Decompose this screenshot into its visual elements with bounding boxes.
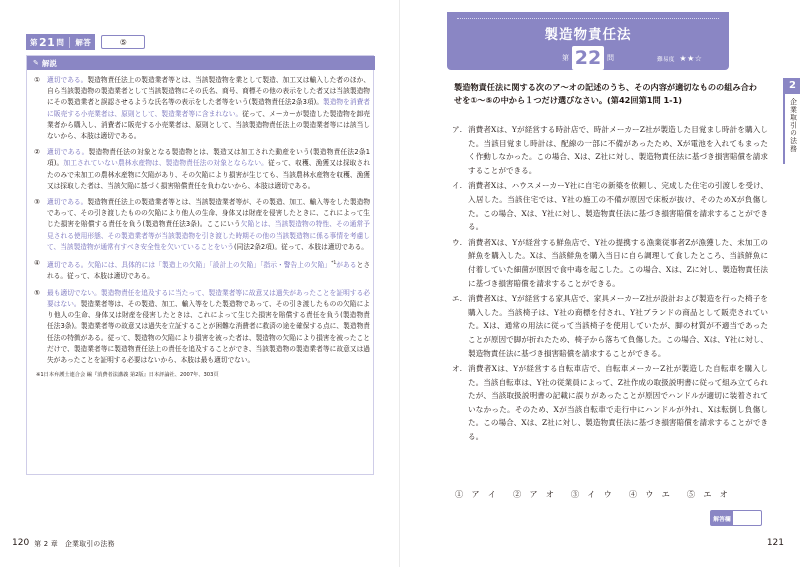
explanation-text: *1 — [331, 261, 337, 267]
option-mark: オ. — [452, 364, 463, 374]
page-title: 製造物責任法 — [544, 27, 632, 43]
option-mark: ウ. — [452, 237, 463, 247]
difficulty-label: 難易度 — [657, 57, 675, 63]
explanation-label: 解説 — [41, 58, 57, 68]
question-prefix: 第 — [30, 37, 38, 47]
explanation-header — [27, 56, 375, 70]
highlighted-text: 欠陥には、具体的には「製造上の欠陥」「設計上の欠陥」「指示・警告上の欠陥」 — [87, 261, 332, 270]
options-list — [452, 123, 768, 446]
explanation-item — [34, 197, 370, 253]
explanation-item-number: ④ — [34, 259, 40, 268]
explanation-item-number: ③ — [34, 198, 40, 207]
left-folio — [12, 538, 115, 548]
option-mark: ア. — [452, 125, 463, 134]
explanation-item-number: ⑤ — [34, 288, 40, 297]
question-header — [26, 34, 145, 50]
option-mark: イ. — [452, 181, 463, 191]
pencil-icon: ✎ — [33, 59, 39, 67]
left-page-number: 120 — [12, 538, 30, 548]
side-tab-number: 2 — [785, 78, 800, 94]
answer-label: 解答 — [69, 37, 91, 48]
explanation-text: 製造物責任法上の製造業者等とは、当該製造業者等が、その製造、加工、輸入等をした製造物であって、その引き渡したものの欠陥により他人の生命、身体又は財産を侵害したときに、これによって生じた損害を賠償する責任を負う(製造物責任法3条)。ここにいう — [47, 198, 371, 229]
difficulty-stars: ★★☆ — [679, 54, 703, 63]
explanation-text: 製造物責任法上の製造業者等とは、当該製造物を業として製造、加工又は輸入した者のほか、自ら当該製造物の製造業者として当該製造物にその氏名、商号、商標その他の表示をした者又は当該製造物にその製造業者と誤認させるような氏名等の表示をした者等をいう(製造物責任法2条3項)。 — [47, 76, 371, 107]
question-suffix: 問 — [56, 37, 65, 47]
option-item — [452, 179, 768, 233]
badge-prefix: 第 — [562, 54, 569, 62]
option-item — [452, 292, 768, 360]
badge-suffix: 問 — [607, 54, 614, 62]
option-text: 消費者Xは、ハウスメーカーY社に自宅の新築を依頼し、完成した住宅の引渡しを受け、入居した。当該住宅では、Y社の施工の不備が原因で床板が抜け、そのためXが負傷した。この場合、Xは、Y社に対し、製造物責任法に基づき損害賠償を請求することができる。 — [468, 181, 768, 232]
question-tab — [26, 34, 95, 50]
answer-box[interactable] — [710, 510, 762, 526]
badge-number: 22 — [572, 46, 604, 70]
option-item — [452, 362, 768, 444]
explanation-item-number: ① — [34, 76, 40, 84]
answer-choice: ② ア オ — [512, 489, 554, 499]
explanation-text: とされる。従って、本肢は適切である。 — [47, 261, 371, 281]
explanation-text: 製造業者等は、その製造、加工、輸入等をした製造物であって、その引き渡したものの欠陥により他人の生命、身体又は財産を侵害したときは、これによって生じた損害を賠償する責任を負う(製造物責任法3条)。製造業者等の故意又は過失を立証することが困難な消費者に救済の途を確保する点に、製造物責任法の特徴がある。従って、製造物の欠陥により損害を被った者は、製造物の欠陥により損害を被ったことだけで、製造業者等に製造物責任法上の責任を追及することができ、当該製造物の製造業者等に故意又は過失があったことを証明する必要はないから、本肢は最も適切でない。 — [47, 299, 370, 364]
answer-choice: ③ イ ウ — [570, 489, 612, 499]
explanation-text: 製造物責任法の対象となる製造物とは、製造又は加工された動産をいう(製造物責任法2条1項)。 — [47, 148, 371, 168]
answer-choice: ④ ウ エ — [628, 489, 670, 499]
question-badge — [551, 46, 625, 70]
explanation-body — [34, 75, 370, 379]
option-mark: エ. — [452, 294, 463, 304]
chapter-side-tab — [783, 78, 800, 164]
title-divider — [457, 18, 719, 19]
footnote: ※1日本弁護士連合会 編『消費者法講義 第2版』日本評論社、2007年、303頁 — [36, 372, 219, 379]
chapter-label: 第 2 章 企業取引の法務 — [34, 540, 115, 548]
explanation-box — [26, 55, 374, 475]
highlighted-text: がある — [336, 261, 357, 270]
explanation-item — [34, 288, 370, 366]
question-number: 21 — [39, 35, 56, 49]
answer-choice: ⑤ エ オ — [686, 489, 728, 499]
explanation-text: 従って、メーカーが製造した製造物を卸売業者から購入し、消費者に販売する小売業者は、原則として、当該製造物責任法上の製造業者等には該当しないから、本肢は適切である。 — [47, 109, 370, 141]
highlighted-text: 適切である。 — [47, 198, 88, 207]
choices-row — [455, 489, 745, 500]
explanation-item — [34, 147, 370, 192]
option-item — [452, 123, 768, 177]
explanation-text: (同法2条2項)。従って、本肢は適切である。 — [233, 242, 368, 251]
answer-choice: ① ア イ — [455, 489, 496, 499]
highlighted-text: 適切である。 — [47, 261, 88, 270]
explanation-item — [34, 258, 370, 283]
option-text: 消費者Xは、Yが経営する鮮魚店で、Y社の提携する漁業従事者Zが漁獲した、未加工の鮮魚を購入した。Xは、当該鮮魚を購入当日に自ら調理して食したところ、当該鮮魚に付着していた細菌が原因で食中毒を起こした。この場合、Xは、Zに対し、製造物責任法に基づき損害賠償を請求することができる。 — [468, 237, 768, 288]
explanation-text: 従って、収穫、漁獲又は採取されたのみで未加工の農林水産物に欠陥があり、その欠陥により損害が生じても、当該農林水産物を収穫、漁獲又は採取した者は、当該欠陥に基づく損害賠償責任を負わないから、本肢は適切である。 — [47, 159, 371, 190]
title-band — [447, 12, 729, 70]
difficulty — [657, 54, 702, 63]
option-text: 消費者Xは、Yが経営する時計店で、時計メーカーZ社が製造した目覚まし時計を購入した。当該目覚まし時計は、配線の一部に不備があったため、Xが電池を入れてもまったく作動しなかった。この場合、Xは、Z社に対し、製造物責任法に基づき損害賠償を請求することができる。 — [468, 125, 768, 175]
option-text: 消費者Xは、Yが経営する家具店で、家具メーカーZ社が設計および製造を行った椅子を購入した。当該椅子は、Y社の商標を付され、Y社ブランドの商品として販売されていた。Xは、通常の用法に従って当該椅子を使用していたが、脚の材質が不適当であったことが原因で脚が折れたため、椅子から落ちて負傷した。この場合、Xは、Y社に対し、製造物責任法に基づき損害賠償を請求することができる。 — [468, 294, 768, 358]
explanation-item-number: ② — [34, 148, 40, 157]
side-tab-text: 企業取引の法務 — [788, 98, 797, 153]
highlighted-text: 最も適切でない。製造物責任を追及するに当たって、製造業者等に故意又は過失があったことを証明する必要はない。 — [47, 288, 370, 308]
right-page-number: 121 — [766, 538, 784, 548]
option-item — [452, 236, 768, 290]
highlighted-text: 加工されていない農林水産物は、製造物責任法の対象とならない。 — [63, 159, 268, 168]
highlighted-text: 適切である。 — [47, 148, 89, 157]
question-text: 製造物責任法に関する次のア〜オの記述のうち、その内容が適切なものの組み合わせを①〜⑤の中から１つだけ選びなさい。(第42回第1問 1-1) — [454, 82, 757, 106]
highlighted-text: 欠陥とは、当該製造物の特性、その通常予見される使用形態、その製造業者等が当該製造物を引き渡した時期その他の当該製造物に係る事情を考慮して、当該製造物が通常有すべき安全性を欠いていることをいう — [47, 220, 370, 251]
highlighted-text: 製造物を消費者に販売する小売業者は、原則として、製造業者等に含まれない。 — [47, 98, 370, 118]
highlighted-text: 適切である。 — [47, 76, 88, 84]
option-text: 消費者Xは、Yが経営する自転車店で、自転車メーカーZ社が製造した自転車を購入した。当該自転車は、Y社の従業員によって、Z社作成の取扱説明書に従って組み立てられたが、当該取扱説明書の記載に誤りがあったことが原因でハンドルが適切に装着されていなかった。そのため、Xが当該自転車で走行中にハンドルが外れ、Xは転倒し負傷した。この場合、Xは、Z社に対し、製造物責任法に基づき損害賠償を請求することができる。 — [468, 364, 768, 442]
explanation-item — [34, 75, 370, 142]
right-page — [400, 0, 800, 567]
answer-box-label: 解答欄 — [711, 511, 733, 525]
answer-value: ⑤ — [101, 35, 145, 49]
